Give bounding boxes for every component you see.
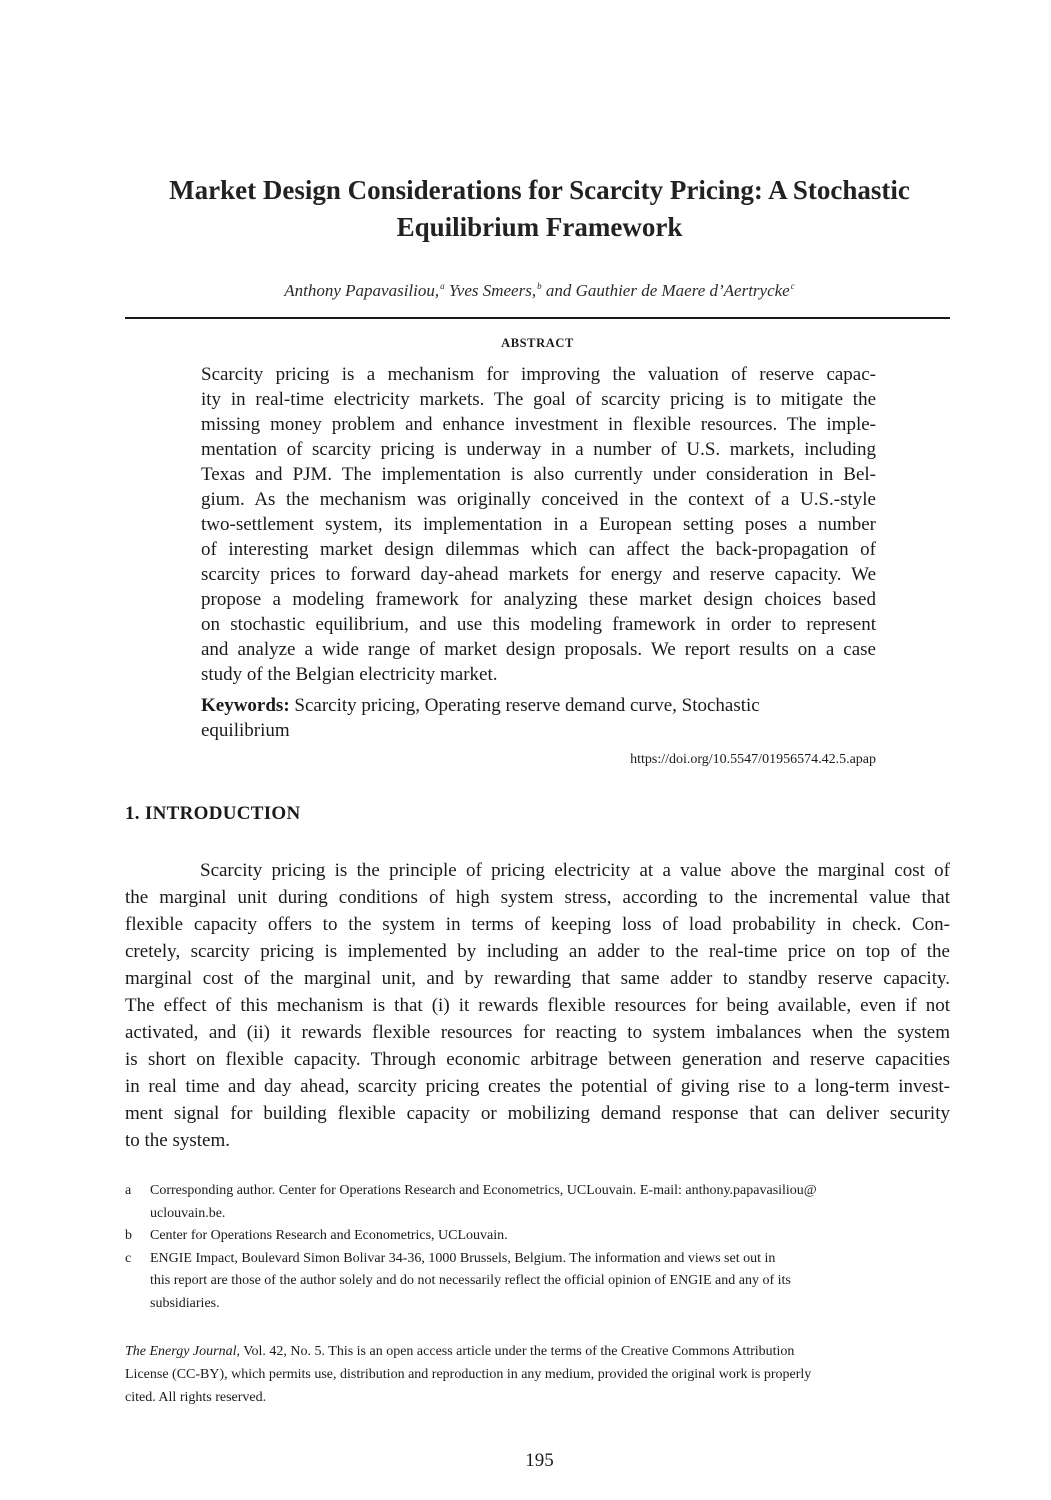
title-line: Equilibrium Framework (396, 212, 683, 242)
footnote-text: this report are those of the author solely and do not necessarily reflect the official opinion of ENGIE and any of its (150, 1273, 791, 1288)
license-text: cited. All rights reserved. (125, 1390, 267, 1405)
author-name: Anthony Papavasiliou, (284, 281, 440, 300)
title-divider (125, 317, 950, 319)
body-line: cretely, scarcity pricing is implemented by including an adder to the real-time price on top of the (125, 941, 950, 962)
footnote-c (125, 1248, 950, 1316)
footnotes (125, 1180, 950, 1315)
body-line: Scarcity pricing is the principle of pricing electricity at a value above the marginal cost of (200, 860, 950, 881)
abstract-heading: ABSTRACT (501, 336, 574, 350)
footnote-text: Corresponding author. Center for Operations Research and Econometrics, UCLouvain. E-mail: anthony.papavasiliou@ (150, 1183, 817, 1198)
abstract-body (201, 362, 876, 687)
abstract-line: Scarcity pricing is a mechanism for improving the valuation of reserve capac- (201, 364, 876, 385)
footnote-mark: a (125, 1183, 132, 1198)
title-line: Market Design Considerations for Scarcity Pricing: A Stochastic (169, 175, 910, 205)
introduction-body (125, 857, 950, 1154)
abstract-line: gium. As the mechanism was originally conceived in the context of a U.S.-style (201, 489, 876, 510)
abstract-line: missing money problem and enhance investment in flexible resources. The imple- (201, 414, 876, 435)
abstract-line: propose a modeling framework for analyzing these market design choices based (201, 589, 876, 610)
affiliation-mark: c (790, 281, 795, 291)
body-line: The effect of this mechanism is that (i) it rewards flexible resources for being available, even if not (125, 995, 950, 1016)
abstract-line: and analyze a wide range of market design proposals. We report results on a case (201, 639, 876, 660)
abstract-line: mentation of scarcity pricing is underway in a number of U.S. markets, including (201, 439, 876, 460)
license-text: , Vol. 42, No. 5. This is an open access article under the terms of the Creative Commons Attribution (236, 1344, 795, 1359)
doi-link[interactable]: https://doi.org/10.5547/01956574.42.5.apap (630, 752, 876, 767)
body-line: to the system. (125, 1130, 231, 1151)
body-line: flexible capacity offers to the system in terms of keeping loss of load probability in check. Con- (125, 914, 950, 935)
body-line: ment signal for building flexible capacity or mobilizing demand response that can deliver security (125, 1103, 950, 1124)
paper-title (100, 172, 979, 246)
license-notice (125, 1340, 950, 1409)
keywords-text: Scarcity pricing, Operating reserve demand curve, Stochastic (289, 695, 760, 716)
footnote-text: Center for Operations Research and Econometrics, UCLouvain. (150, 1228, 508, 1243)
author-list (100, 281, 979, 301)
abstract-line: two-settlement system, its implementation in a European setting poses a number (201, 514, 876, 535)
affiliation-mark: b (537, 281, 542, 291)
abstract-line: study of the Belgian electricity market. (201, 664, 498, 685)
footnote-b (125, 1225, 950, 1248)
abstract-line: on stochastic equilibrium, and use this modeling framework in order to represent (201, 614, 876, 635)
body-line: activated, and (ii) it rewards flexible resources for reacting to system imbalances when the system (125, 1022, 950, 1043)
license-text: License (CC-BY), which permits use, distribution and reproduction in any medium, provided the original work is properly (125, 1367, 812, 1382)
author-name: and Gauthier de Maere d’Aertrycke (545, 281, 790, 300)
body-line: the marginal unit during conditions of high system stress, according to the incremental value that (125, 887, 950, 908)
keywords-label: Keywords: (201, 695, 290, 716)
section-heading: 1. INTRODUCTION (125, 803, 301, 824)
abstract-line: Texas and PJM. The implementation is also currently under consideration in Bel- (201, 464, 876, 485)
keywords-text: equilibrium (201, 720, 290, 741)
footnote-text: ENGIE Impact, Boulevard Simon Bolivar 34-36, 1000 Brussels, Belgium. The information and views set out in (150, 1250, 776, 1266)
abstract-line: ity in real-time electricity markets. The goal of scarcity pricing is to mitigate the (201, 389, 876, 410)
keywords (201, 693, 876, 743)
journal-name: The Energy Journal (125, 1344, 237, 1359)
page-number: 195 (525, 1450, 554, 1471)
footnote-a (125, 1180, 950, 1225)
footnote-text: uclouvain.be. (150, 1205, 226, 1221)
footnote-text: subsidiaries. (150, 1295, 220, 1311)
abstract-line: of interesting market design dilemmas which can affect the back-propagation of (201, 539, 876, 560)
author-name: Yves Smeers, (448, 281, 537, 300)
affiliation-mark: a (440, 281, 445, 291)
body-line: in real time and day ahead, scarcity pricing creates the potential of giving rise to a long-term invest- (125, 1076, 950, 1097)
footnote-mark: b (125, 1228, 132, 1243)
footnote-mark: c (125, 1250, 132, 1266)
abstract-line: scarcity prices to forward day-ahead markets for energy and reserve capacity. We (201, 564, 876, 585)
body-line: marginal cost of the marginal unit, and by rewarding that same adder to standby reserve capacity. (125, 968, 950, 989)
body-line: is short on flexible capacity. Through economic arbitrage between generation and reserve capacities (125, 1049, 950, 1070)
